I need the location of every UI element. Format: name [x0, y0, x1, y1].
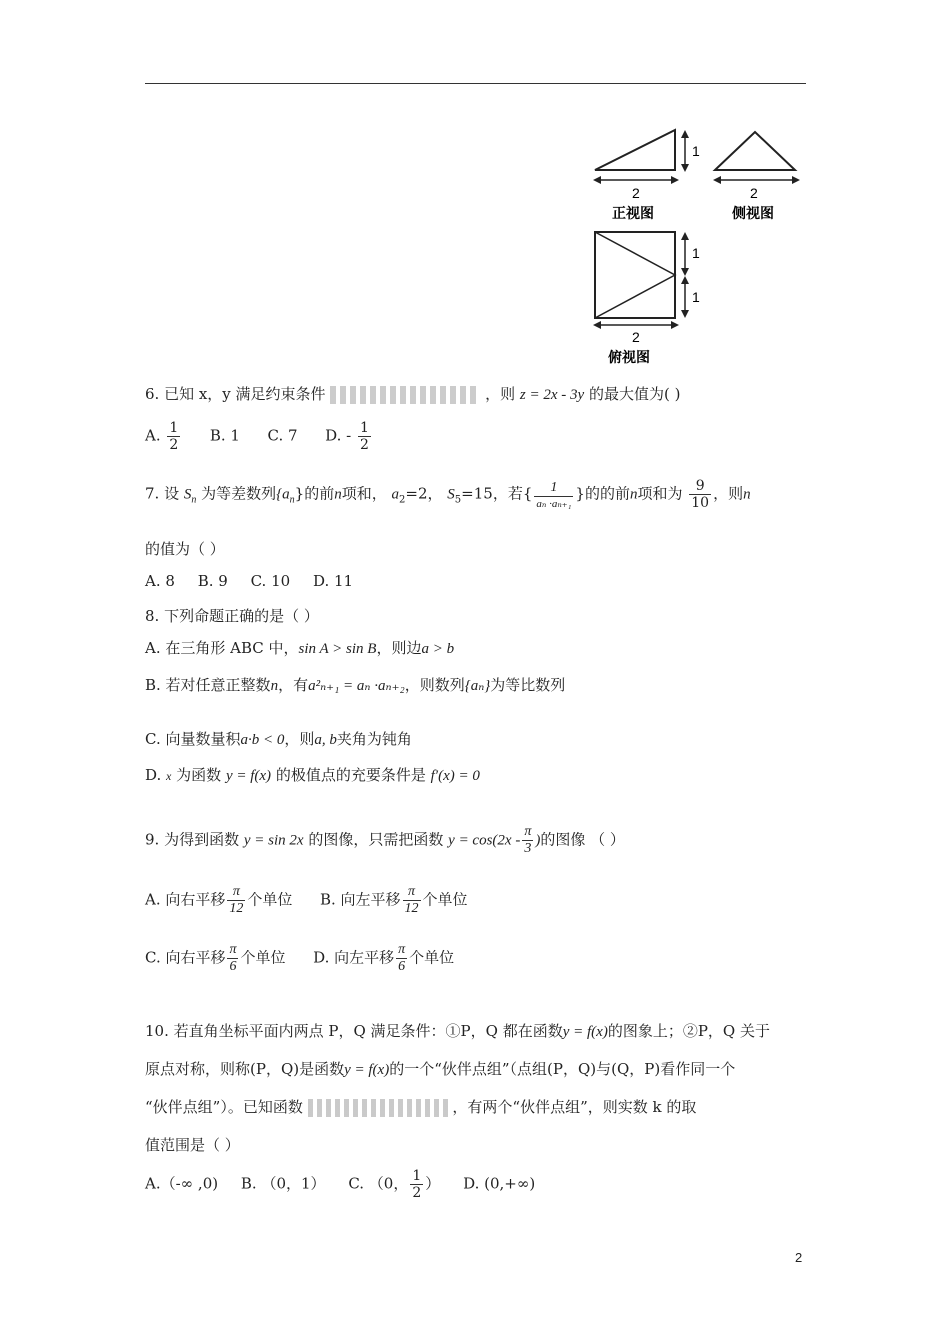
q10-option-c-post: ） [425, 1174, 441, 1193]
frac-num: π [232, 884, 240, 899]
q10-line3-b: ，有两个“伙伴点组”，则实数 k 的取 [452, 1098, 697, 1116]
q7-text3: 项和， [341, 484, 387, 503]
q10-line2 [145, 1058, 735, 1079]
q8-option-c [145, 728, 412, 749]
q6-expression: z = 2x - 3y [519, 387, 585, 403]
q9-d-unit: 个单位 [409, 948, 455, 967]
q9-c-frac [227, 942, 238, 975]
q8-b-seq: {aₙ} [464, 678, 491, 694]
front-width-label: 2 [632, 185, 640, 201]
q7-s5-val: =15，若{ [461, 484, 533, 503]
q7-option-a: A. 8 [145, 572, 175, 590]
q8-b-n: n [270, 678, 279, 694]
q7-sum-frac [689, 478, 711, 511]
front-height-label: 1 [692, 143, 700, 159]
q6-constraint-image [330, 386, 480, 404]
top-view-label: 俯视图 [608, 350, 650, 366]
frac-den: aₙ ·aₙ₊₁ [536, 497, 572, 510]
q7-text4: }的的前 [575, 484, 630, 503]
q8-d-mid2: 的极值点的充要条件是 [275, 766, 426, 784]
q7-option-b: B. 9 [197, 572, 228, 590]
q8-b-mid: ，有 [278, 676, 309, 694]
q8-c-math: a·b < 0 [240, 732, 285, 748]
q9-d-frac [396, 942, 407, 975]
q6-prefix: 6. 已知 x，y 满足约束条件 [145, 385, 326, 403]
q6-option-a-label: A. [145, 426, 161, 445]
frac-num: π [398, 942, 406, 957]
q10-option-b: B. （0，1） [240, 1174, 326, 1193]
q10-line3-a: “伙伴点组”）。已知函数 [145, 1098, 303, 1116]
top-height-label-1: 1 [692, 245, 700, 261]
q9-a-unit: 个单位 [247, 890, 293, 909]
q7-text5: 项和为 [637, 484, 683, 503]
q6-tail: 的最大值为( ) [588, 385, 681, 403]
q6-option-d-label: D. - [325, 426, 352, 445]
q7-n2: n [629, 486, 638, 503]
q7-term-frac [534, 480, 573, 510]
q8-option-a [145, 637, 454, 658]
q9-c-text: C. 向右平移 [145, 948, 226, 967]
q8-a-prefix: A. 在三角形 ABC 中， [145, 639, 299, 657]
q9-math2: y = cos(2x - [448, 832, 521, 849]
side-width-label: 2 [750, 185, 758, 201]
q10-line1-a: 10. 若直角坐标平面内两点 P，Q 满足条件：①P，Q 都在函数 [145, 1022, 563, 1040]
q10-line1-b: 的图象上；②P，Q 关于 [607, 1022, 770, 1040]
q8-c-math2: a, b [314, 732, 337, 748]
q7-stem [145, 478, 751, 511]
q9-c-unit: 个单位 [240, 948, 286, 967]
q7-option-c: C. 10 [250, 572, 291, 590]
q7-seq-sub: n [289, 494, 295, 506]
q7-n3: n [743, 486, 751, 503]
q8-c-mid: ，则 [284, 730, 315, 748]
q8-d-x: x [166, 769, 172, 783]
frac-num: 1 [550, 479, 558, 495]
q9-math1: y = sin 2x [243, 832, 304, 849]
q7-a2: a [391, 486, 400, 503]
q9-d-text: D. 向左平移 [313, 948, 395, 967]
q9-a-frac [227, 884, 245, 917]
top-height-label-2: 1 [692, 289, 700, 305]
q6-suffix: ，则 [485, 385, 516, 403]
q10-option-d: D. (0,+∞) [463, 1174, 536, 1193]
frac-den: 3 [524, 841, 532, 856]
q7-n: n [334, 486, 342, 503]
q10-piecewise-function-image [308, 1099, 448, 1117]
frac-num: π [229, 942, 237, 957]
q8-b-math: a²ₙ₊₁ = aₙ ·aₙ₊₂ [308, 678, 405, 694]
q8-a-mid: ，则边 [376, 639, 422, 657]
q9-pi-frac [522, 824, 533, 857]
q10-option-c-pre: C. （0， [348, 1174, 409, 1193]
q7-text1: 为等差数列 [201, 484, 277, 503]
q7-text2: }的前 [294, 484, 335, 503]
q8-option-b [145, 674, 565, 695]
q9-tail: 的图像 （ ） [540, 830, 625, 849]
q7-option-d: D. 11 [312, 572, 354, 590]
q9-a-text: A. 向右平移 [145, 890, 226, 909]
q8-d-prefix: D. [145, 766, 162, 784]
q8-b-prefix: B. 若对任意正整数 [145, 676, 271, 694]
q8-d-math: y = f(x) [225, 768, 272, 784]
q7-text6: ，则 [713, 484, 744, 503]
q10-option-a: A.（-∞ ,0) [145, 1174, 219, 1193]
q10-line2-math: y = f(x) [344, 1062, 390, 1078]
q6-options [145, 420, 373, 453]
q8-a-math2: a > b [421, 641, 455, 657]
frac-num: 9 [695, 478, 705, 494]
q9-options-cd [145, 942, 454, 975]
q8-b-mid2: ，则数列 [404, 676, 465, 694]
q7-s5-sub: 5 [454, 494, 462, 506]
q10-line2-b: 的一个“伙伴点组”（点组(P，Q)与(Q，P)看作同一个 [389, 1060, 736, 1078]
q8-d-math2: f′(x) = 0 [430, 768, 480, 784]
frac-den: 2 [169, 437, 179, 453]
q9-options-ab [145, 884, 468, 917]
q8-a-math: sin A > sin B [298, 641, 377, 657]
q6-stem [145, 383, 680, 404]
frac-den: 6 [398, 959, 406, 974]
q8-stem: 8. 下列命题正确的是（ ） [145, 607, 319, 625]
three-view-drawing [580, 120, 820, 370]
top-width-label: 2 [632, 329, 640, 345]
frac-num: π [524, 824, 532, 839]
frac-num: 1 [169, 420, 179, 436]
q6-option-a-frac [167, 420, 180, 453]
frac-den: 6 [229, 959, 237, 974]
frac-num: 1 [412, 1168, 422, 1184]
q7-stem-line2: 的值为（ ） [145, 540, 225, 558]
q8-d-mid: 为函数 [176, 766, 222, 784]
q7-s5: S [447, 486, 455, 503]
q9-prefix: 9. 为得到函数 [145, 830, 240, 849]
q6-option-d-frac [358, 420, 371, 453]
q10-line4: 值范围是（ ） [145, 1136, 240, 1154]
q7-prefix: 7. 设 [145, 484, 180, 503]
q8-c-tail: 夹角为钝角 [336, 730, 412, 748]
q9-close: ) [535, 832, 541, 849]
three-view-figure [580, 120, 820, 370]
front-view-label: 正视图 [612, 206, 654, 222]
q10-line3 [145, 1096, 696, 1117]
q10-line1 [145, 1020, 770, 1041]
q7-options [145, 572, 353, 590]
q7-sn: S [183, 486, 192, 503]
q10-line2-a: 原点对称，则称(P，Q)是函数 [145, 1060, 345, 1078]
frac-num: 1 [360, 420, 369, 436]
q9-b-frac [403, 884, 421, 917]
frac-den: 12 [229, 901, 244, 916]
header-rule [145, 83, 806, 84]
q9-b-unit: 个单位 [422, 890, 468, 909]
frac-den: 12 [404, 901, 419, 916]
q6-option-c: C. 7 [267, 426, 298, 445]
q10-option-c-frac [410, 1168, 423, 1201]
frac-den: 10 [691, 495, 710, 511]
q9-b-text: B. 向左平移 [319, 890, 401, 909]
side-view-label: 侧视图 [732, 206, 774, 222]
page-number: 2 [795, 1250, 803, 1265]
q7-a2-val: =2， [405, 484, 443, 503]
q9-stem [145, 824, 625, 857]
q8-option-d [145, 764, 480, 785]
q7-a2-sub: 2 [399, 494, 406, 506]
q8-b-tail: 为等比数列 [490, 676, 566, 694]
frac-den: 2 [412, 1185, 422, 1201]
q7-sn-sub: n [191, 494, 197, 506]
q9-mid: 的图像，只需把函数 [308, 830, 444, 849]
q10-options [145, 1168, 535, 1201]
q8-c-prefix: C. 向量数量积 [145, 730, 241, 748]
frac-num: π [408, 884, 416, 899]
q6-option-b: B. 1 [209, 426, 240, 445]
q7-seq: {a [276, 486, 290, 503]
frac-den: 2 [360, 437, 369, 453]
q10-line1-math: y = f(x) [562, 1024, 608, 1040]
